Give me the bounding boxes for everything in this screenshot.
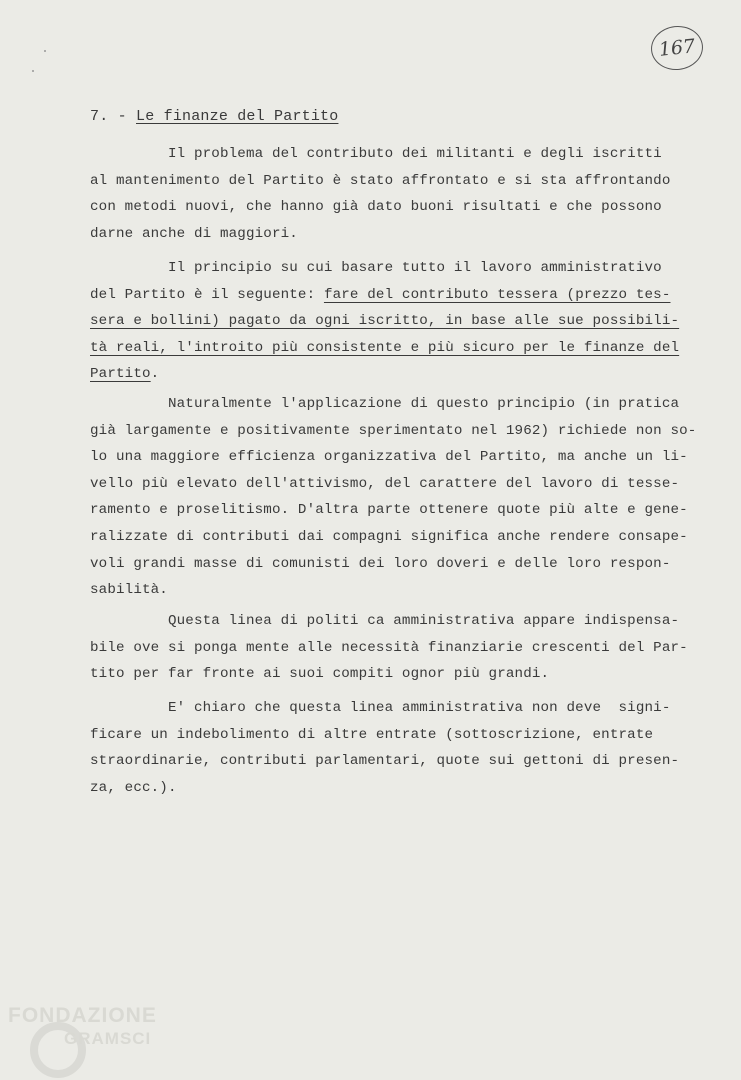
text-line: Naturalmente l'applicazione di questo principio (in pratica	[90, 396, 680, 412]
text-line: voli grandi masse di comunisti dei loro doveri e delle loro respon-	[90, 555, 671, 572]
underlined-text: fare del contributo tessera (prezzo tes-	[323, 286, 671, 303]
text-line: Il principio su cui basare tutto il lavoro amministrativo	[90, 260, 662, 276]
text-line: E' chiaro che questa linea amministrativa non deve signi-	[90, 700, 671, 716]
text-line: ramento e proselitismo. D'altra parte ottenere quote più alte e gene-	[90, 502, 688, 519]
paragraph-3	[90, 391, 708, 604]
paragraph-5	[90, 695, 708, 801]
paper-speck	[44, 50, 46, 52]
paragraph-4	[90, 608, 708, 688]
handwritten-page-number	[649, 23, 705, 72]
section-heading	[90, 108, 338, 125]
text-line: ficare un indebolimento di altre entrate (sottoscrizione, entrate	[90, 726, 654, 743]
underlined-text: Partito	[90, 366, 151, 383]
text-line: .	[150, 366, 160, 383]
watermark-line-2: GRAMSCI	[64, 1029, 152, 1048]
page-number-text: 167	[657, 35, 697, 61]
text-line: tito per far fronte ai suoi compiti ognor più grandi.	[90, 666, 550, 683]
paper-speck	[32, 70, 34, 72]
text-line: già largamente e positivamente sperimentato nel 1962) richiede non so-	[90, 422, 697, 439]
text-line: darne anche di maggiori.	[90, 225, 298, 242]
paragraph-2	[90, 255, 708, 388]
text-line: bile ove si ponga mente alle necessità finanziarie crescenti del Par-	[90, 639, 688, 656]
watermark-line-1: FONDAZIONE	[8, 1004, 157, 1027]
text-line: za, ecc.).	[90, 779, 177, 796]
fondazione-gramsci-watermark	[6, 998, 206, 1078]
text-line: Il problema del contributo dei militanti e degli iscritti	[90, 146, 662, 162]
text-line: Questa linea di politi ca amministrativa appare indispensa-	[90, 613, 680, 629]
text-line: vello più elevato dell'attivismo, del carattere del lavoro di tesse-	[90, 475, 680, 492]
text-line: sabilità.	[90, 582, 168, 599]
section-title: Le finanze del Partito	[136, 108, 339, 125]
underlined-text: tà reali, l'introito più consistente e più sicuro per le finanze del	[90, 339, 680, 356]
underlined-text: sera e bollini) pagato da ogni iscritto, in base alle sue possibili-	[90, 313, 680, 330]
paragraph-1	[90, 141, 708, 247]
text-line: con metodi nuovi, che hanno già dato buoni risultati e che possono	[90, 199, 662, 216]
section-number: 7. -	[90, 108, 127, 125]
text-line: lo una maggiore efficienza organizzativa del Partito, ma anche un li-	[90, 449, 688, 466]
text-line: del Partito è il seguente:	[90, 286, 324, 303]
text-line: al mantenimento del Partito è stato affrontato e si sta affrontando	[90, 172, 671, 189]
text-line: straordinarie, contributi parlamentari, quote sui gettoni di presen-	[90, 753, 680, 770]
text-line: ralizzate di contributi dai compagni significa anche rendere consape-	[90, 528, 688, 545]
